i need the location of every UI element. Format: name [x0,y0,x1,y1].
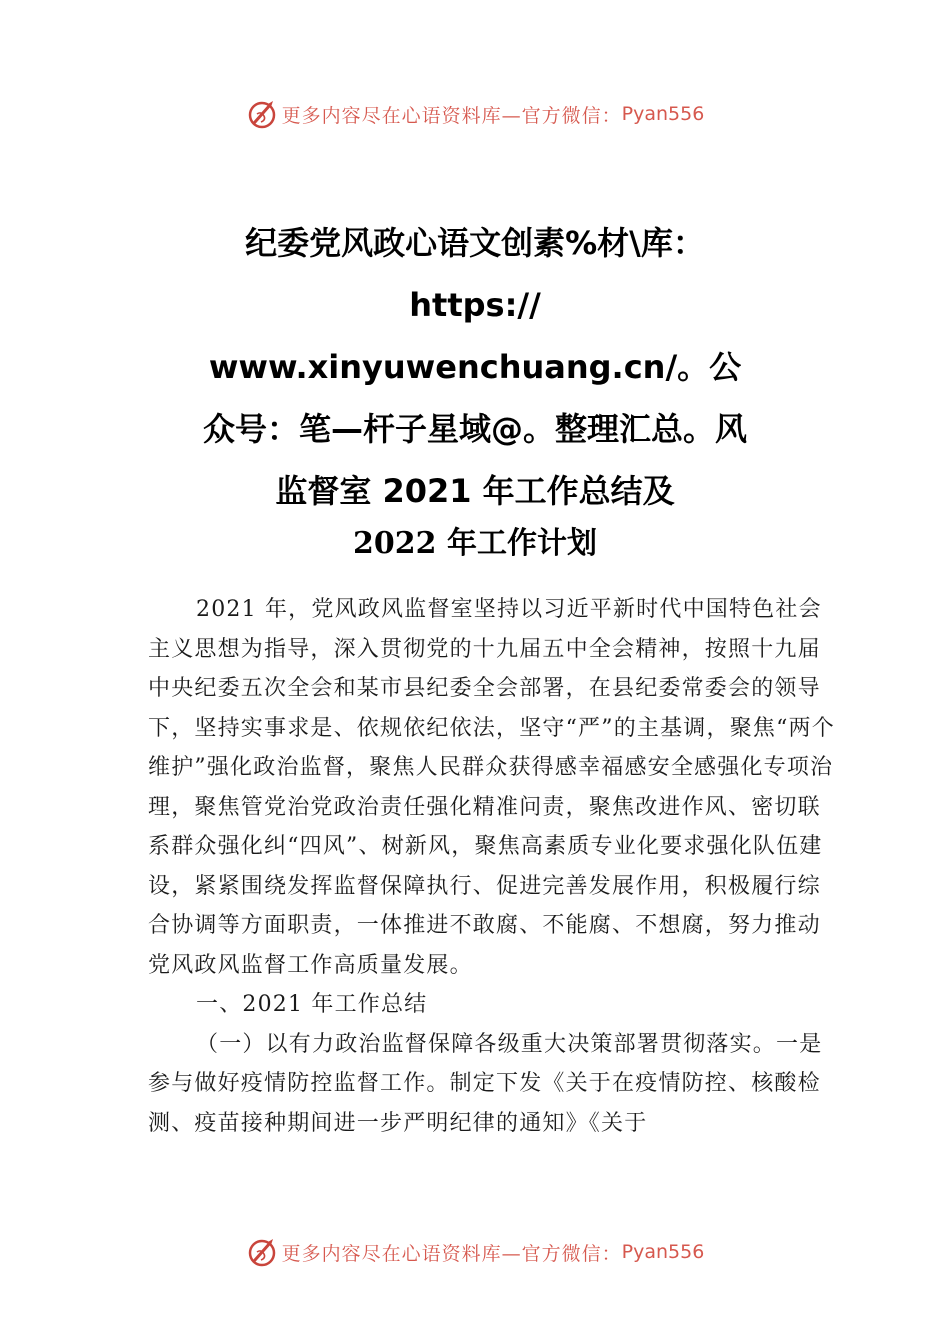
title-line-1: 纪委党风政心语文创素%材\库： [245,224,705,262]
title-line-3: www.xinyuwenchuang.cn/。公 [208,348,742,386]
title-line-4: 众号：笔—杆子星域@。整理汇总。风 [202,410,747,448]
document-body [148,590,838,1143]
section-heading-1: 一、2021 年工作总结 [196,992,428,1017]
header-banner [0,96,950,132]
title-line-2: https:// [409,286,541,324]
title-line-5: 监督室 2021 年工作总结及 [275,472,675,510]
banner-text: 更多内容尽在心语资料库—官方微信： [281,104,622,127]
brush-logo-icon [246,1236,278,1268]
banner-text: 更多内容尽在心语资料库—官方微信： [281,1242,622,1265]
intro-paragraph: 2021 年，党风政风监督室坚持以习近平新时代中国特色社会主义思想为指导，深入贯彻党的十九届五中全会精神，按照十九届中央纪委五次全会和某市县纪委全会部署，在县纪委常委会的领导下，坚持实事求是、依规依纪依法，坚守“严”的主基调，聚焦“两个维护”强化政治监督，聚焦人民群众获得感幸福感安全感强化专项治理，聚焦管党治党政治责任强化精准问责，聚焦改进作风、密切联系群众强化纠“四风”、树新风，聚焦高素质专业化要求强化队伍建设，紧紧围绕发挥监督保障执行、促进完善发展作用，积极履行综合协调等方面职责，一体推进不敢腐、不能腐、不想腐，努力推动党风政风监督工作高质量发展。 [148,597,835,978]
document-title [120,212,830,566]
title-line-6: 2022 年工作计划 [353,526,597,561]
subsection-paragraph-1: （一）以有力政治监督保障各级重大决策部署贯彻落实。一是参与做好疫情防控监督工作。制定下发《关于在疫情防控、核酸检测、疫苗接种期间进一步严明纪律的通知》《关于 [148,1031,823,1136]
banner-wechat-id: Pyan556 [621,1241,705,1263]
footer-banner [0,1234,950,1270]
brush-logo-icon [246,98,278,130]
banner-wechat-id: Pyan556 [621,103,705,125]
